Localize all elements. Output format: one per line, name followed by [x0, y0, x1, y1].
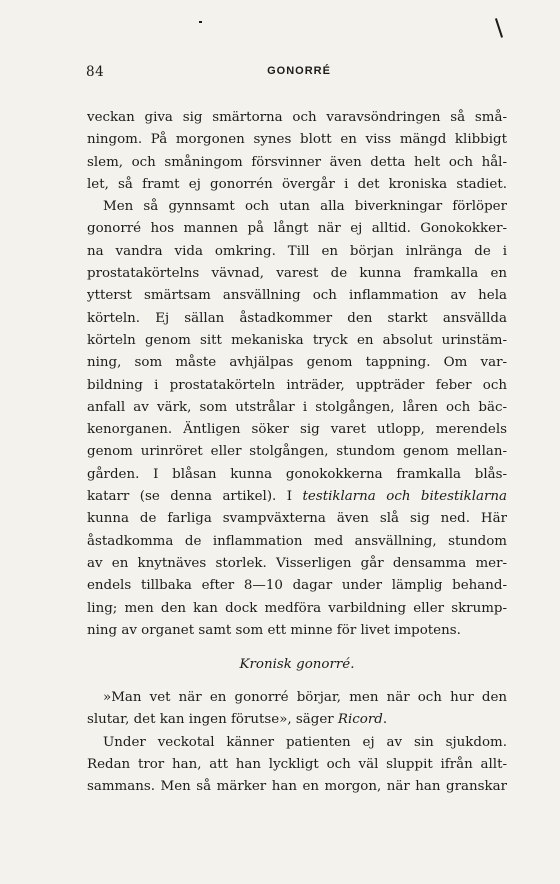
text-line: körteln genom sitt mekaniska tryck en absolut urinstäm- [87, 332, 507, 348]
paragraph-chronic [87, 687, 507, 798]
text-line: sammans. Men så märker han en morgon, när han granskar [87, 779, 507, 795]
text-line: prostatakörtelns vävnad, varest de kunna framkalla en [87, 266, 507, 282]
text-line: »Man vet när en gonorré börjar, men när och hur den [103, 690, 507, 706]
text-line: ning av organet samt som ett minne för livet impotens. [87, 622, 461, 638]
text-line: anfall av värk, som utstrålar i stolgången, låren och bäc- [87, 399, 507, 415]
text-line: kenorganen. Äntligen söker sig varet utlopp, merendels [87, 422, 507, 438]
scan-mark [199, 21, 202, 23]
running-head: GONORRÉ [267, 65, 331, 77]
text-line: Under veckotal känner patienten ej av sin sjukdom. [103, 734, 507, 750]
text-line: kunna de farliga svampväxterna även slå sig ned. Här [87, 511, 507, 527]
text-line: av en knytnäves storlek. Visserligen går densamma mer- [87, 555, 507, 571]
text-line: endels tillbaka efter 8—10 dagar under lämplig behand- [87, 578, 507, 594]
text-line: bildning i prostatakörteln inträder, uppträder feber och [87, 377, 507, 393]
text-line: slem, och småningom försvinner även detta helt och hål- [87, 154, 507, 170]
text-line: Redan tror han, att han lyckligt och väl sluppit ifrån allt- [87, 757, 507, 773]
text-line: gonorré hos mannen på långt när ej alltid. Gonokokker- [87, 221, 507, 237]
text-line: let, så framt ej gonorrén övergår i det kroniska stadiet. [87, 176, 507, 192]
text-line: ning, som måste avhjälpas genom tappning. Om var- [87, 355, 507, 371]
page-header [86, 64, 512, 82]
text-line: åstadkomma de inflammation med ansvällning, stundom [87, 533, 507, 549]
section-heading: Kronisk gonorré. [239, 657, 355, 673]
text-line: veckan giva sig smärtorna och varavsöndringen så små- [87, 110, 507, 125]
text-line: genom urinröret eller stolgången, stundom genom mellan- [87, 444, 507, 460]
text-line: ling; men den kan dock medföra varbildning eller skrump- [87, 600, 507, 616]
text-line: gården. I blåsan kunna gonokokkerna framkalla blås- [87, 466, 507, 482]
text-line: körteln. Ej sällan åstadkommer den starkt ansvällda [87, 310, 507, 326]
page-body [87, 107, 507, 799]
text-line: ningom. På morgonen synes blott en viss mängd klibbigt [87, 132, 507, 148]
scan-mark [495, 18, 503, 37]
paragraph-acute [87, 107, 507, 642]
text-line: na vandra vida omkring. Till en början inlränga de i [87, 243, 507, 259]
text-line: ytterst smärtsam ansvällning och inflammation av hela [87, 288, 507, 304]
text-line: slutar, det kan ingen förutse», säger Ricord. [87, 712, 388, 728]
text-line: katarr (se denna artikel). I testiklarna och bitestiklarna [87, 489, 507, 505]
page-number: 84 [86, 64, 105, 80]
text-line: Men så gynnsamt och utan alla biverkningar förlöper [103, 199, 507, 215]
